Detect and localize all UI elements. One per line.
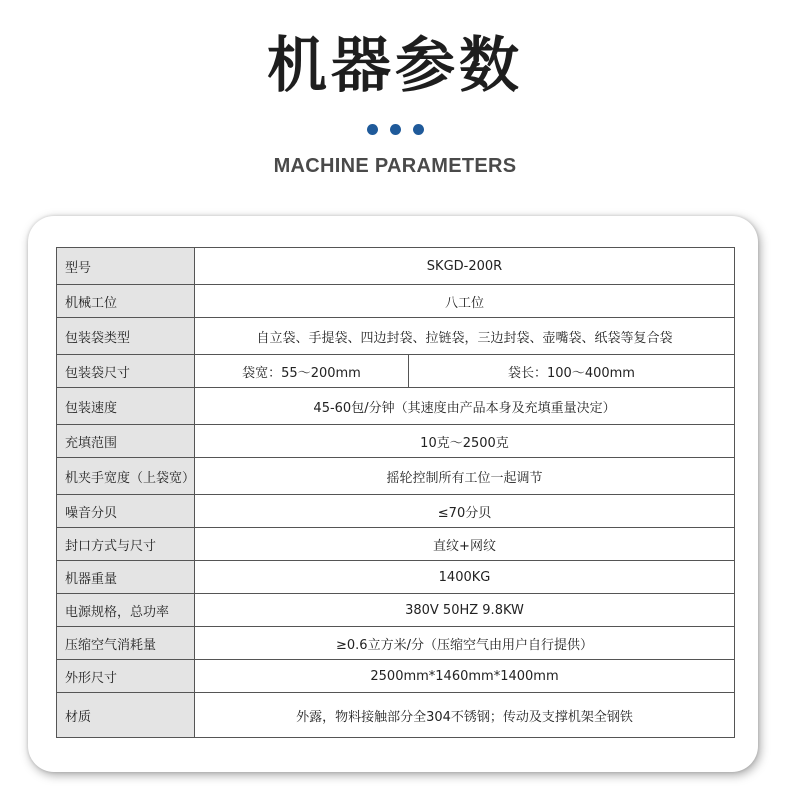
param-label: 噪音分贝 bbox=[57, 495, 195, 528]
table-row bbox=[57, 693, 735, 738]
param-value: SKGD-200R bbox=[195, 248, 735, 285]
param-value: ≥0.6立方米/分（压缩空气由用户自行提供） bbox=[195, 627, 735, 660]
dot-icon bbox=[367, 124, 378, 135]
decorative-dots bbox=[0, 124, 790, 135]
table-row bbox=[57, 355, 735, 388]
param-value: 1400KG bbox=[195, 561, 735, 594]
table-row bbox=[57, 561, 735, 594]
table-row bbox=[57, 495, 735, 528]
table-row bbox=[57, 458, 735, 495]
param-value: 外露，物料接触部分全304不锈钢；传动及支撑机架全钢铁 bbox=[195, 693, 735, 738]
param-label: 机夹手宽度（上袋宽） bbox=[57, 458, 195, 495]
param-label: 充填范围 bbox=[57, 425, 195, 458]
param-label: 机器重量 bbox=[57, 561, 195, 594]
param-label: 电源规格，总功率 bbox=[57, 594, 195, 627]
table-row bbox=[57, 285, 735, 318]
param-value: 380V 50HZ 9.8KW bbox=[195, 594, 735, 627]
parameters-table bbox=[56, 247, 735, 738]
param-label: 包装袋类型 bbox=[57, 318, 195, 355]
table-row bbox=[57, 627, 735, 660]
param-value: 八工位 bbox=[195, 285, 735, 318]
param-value: 摇轮控制所有工位一起调节 bbox=[195, 458, 735, 495]
table-row bbox=[57, 425, 735, 458]
param-value: 10克～2500克 bbox=[195, 425, 735, 458]
table-row bbox=[57, 248, 735, 285]
dot-icon bbox=[413, 124, 424, 135]
param-label: 包装袋尺寸 bbox=[57, 355, 195, 388]
param-label: 封口方式与尺寸 bbox=[57, 528, 195, 561]
param-value: 自立袋、手提袋、四边封袋、拉链袋，三边封袋、壶嘴袋、纸袋等复合袋 bbox=[195, 318, 735, 355]
page-subtitle: MACHINE PARAMETERS bbox=[273, 155, 517, 177]
param-value-right: 袋长：100～400mm bbox=[409, 355, 735, 388]
param-value: ≤70分贝 bbox=[195, 495, 735, 528]
table-row bbox=[57, 528, 735, 561]
param-value-left: 袋宽：55～200mm bbox=[195, 355, 409, 388]
param-label: 材质 bbox=[57, 693, 195, 738]
param-label: 机械工位 bbox=[57, 285, 195, 318]
param-label: 外形尺寸 bbox=[57, 660, 195, 693]
page-title: 机器参数 bbox=[267, 31, 523, 101]
table-row bbox=[57, 318, 735, 355]
table-row bbox=[57, 388, 735, 425]
table-row bbox=[57, 594, 735, 627]
dot-icon bbox=[390, 124, 401, 135]
param-label: 型号 bbox=[57, 248, 195, 285]
table-row bbox=[57, 660, 735, 693]
param-value: 45-60包/分钟（其速度由产品本身及充填重量决定） bbox=[195, 388, 735, 425]
param-value: 2500mm*1460mm*1400mm bbox=[195, 660, 735, 693]
param-label: 包装速度 bbox=[57, 388, 195, 425]
param-value: 直纹+网纹 bbox=[195, 528, 735, 561]
param-label: 压缩空气消耗量 bbox=[57, 627, 195, 660]
